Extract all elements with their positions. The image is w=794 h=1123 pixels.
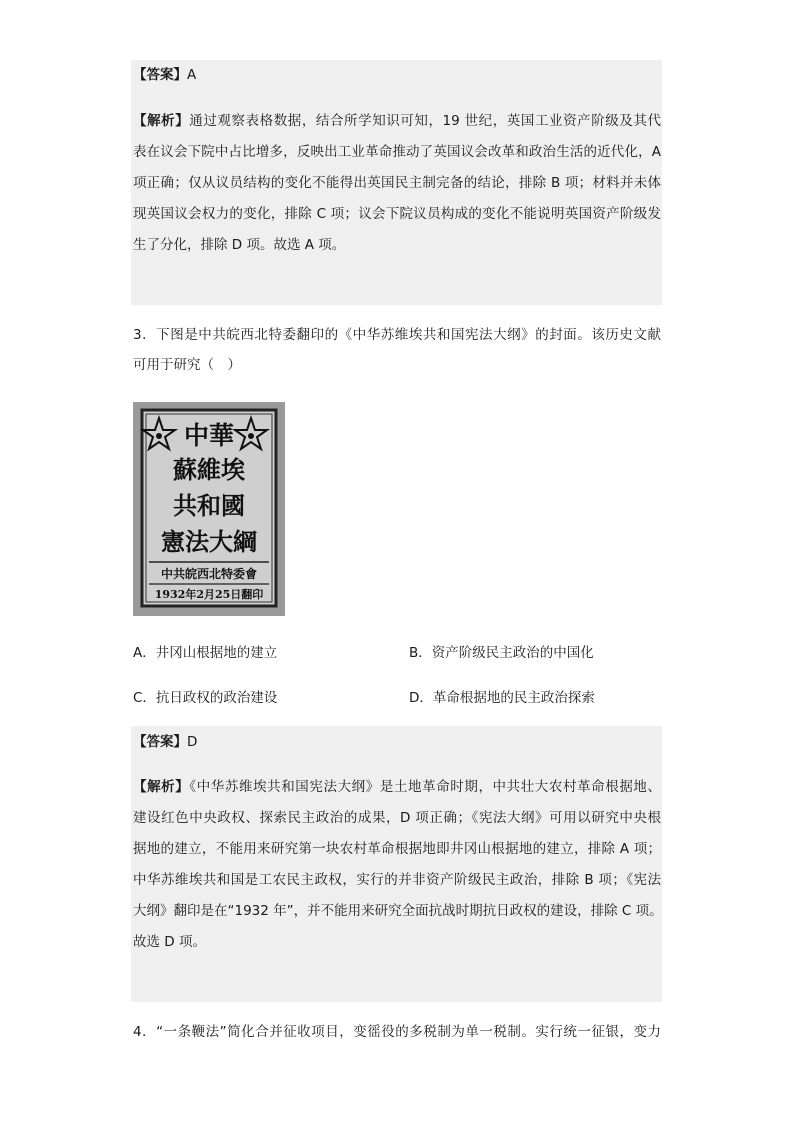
analysis-q2-line-3: 项正确；仅从议员结构的变化不能得出英国民主制完备的结论，排除 B 项；材料并未体 bbox=[133, 175, 661, 191]
analysis-q2-line-1: 【解析】通过观察表格数据，结合所学知识可知，19 世纪，英国工业资产阶级及其代 bbox=[133, 113, 661, 129]
analysis-q3-line-1: 【解析】《中华苏维埃共和国宪法大纲》是土地革命时期，中共壮大农村革命根据地、 bbox=[133, 779, 662, 795]
cover-line-3: 共和國 bbox=[173, 491, 245, 520]
analysis-q2-line-4: 现英国议会权力的变化，排除 C 项；议会下院议员构成的变化不能说明英国资产阶级发 bbox=[133, 206, 661, 222]
analysis-q3-line-3: 据地的建立，不能用来研究第一块农村革命根据地即井冈山根据地的建立，排除 A 项； bbox=[133, 841, 661, 857]
answer-q2: 【答案】A bbox=[133, 67, 197, 83]
answer-q3: 【答案】D bbox=[133, 734, 198, 750]
cover-line-5: 中共皖西北特委會 bbox=[160, 567, 258, 581]
cover-line-2: 蘇維埃 bbox=[173, 455, 245, 484]
question-3-stem-line-1: 3．下图是中共皖西北特委翻印的《中华苏维埃共和国宪法大纲》的封面。该历史文献 bbox=[133, 327, 661, 343]
cover-line-6: 1932年2月25日翻印 bbox=[154, 588, 264, 601]
cover-line-4: 憲法大綱 bbox=[161, 527, 257, 556]
answer-box-q3 bbox=[131, 726, 662, 1002]
option-c[interactable]: C．抗日政权的政治建设 bbox=[133, 690, 278, 706]
cover-line-1: 中華 bbox=[183, 421, 235, 450]
question-3-stem-line-2: 可用于研究（ ） bbox=[133, 357, 241, 373]
analysis-q3-line-2: 建设红色中央政权、探索民主政治的成果，D 项正确；《宪法大纲》可用以研究中央根 bbox=[133, 810, 661, 826]
option-b[interactable]: B．资产阶级民主政治的中国化 bbox=[409, 645, 594, 661]
option-a[interactable]: A．井冈山根据地的建立 bbox=[133, 645, 278, 661]
cover-art bbox=[133, 402, 285, 616]
analysis-q3-line-5: 大纲》翻印是在“1932 年”，并不能用来研究全面抗战时期抗日政权的建设，排除 C 项。 bbox=[133, 903, 663, 919]
analysis-q3-line-6: 故选 D 项。 bbox=[133, 934, 206, 950]
analysis-q2-line-2: 表在议会下院中占比增多，反映出工业革命推动了英国议会改革和政治生活的近代化，A bbox=[133, 144, 661, 160]
analysis-q2-line-5: 生了分化，排除 D 项。故选 A 项。 bbox=[133, 237, 346, 253]
analysis-q3-line-4: 中华苏维埃共和国是工农民主政权，实行的并非资产阶级民主政治，排除 B 项；《宪法 bbox=[133, 872, 661, 888]
question-4-stem: 4．“一条鞭法”简化合并征收项目，变徭役的多税制为单一税制。实行统一征银，变力 bbox=[133, 1024, 661, 1040]
constitution-cover-image bbox=[133, 402, 285, 616]
option-d[interactable]: D．革命根据地的民主政治探索 bbox=[409, 690, 595, 706]
